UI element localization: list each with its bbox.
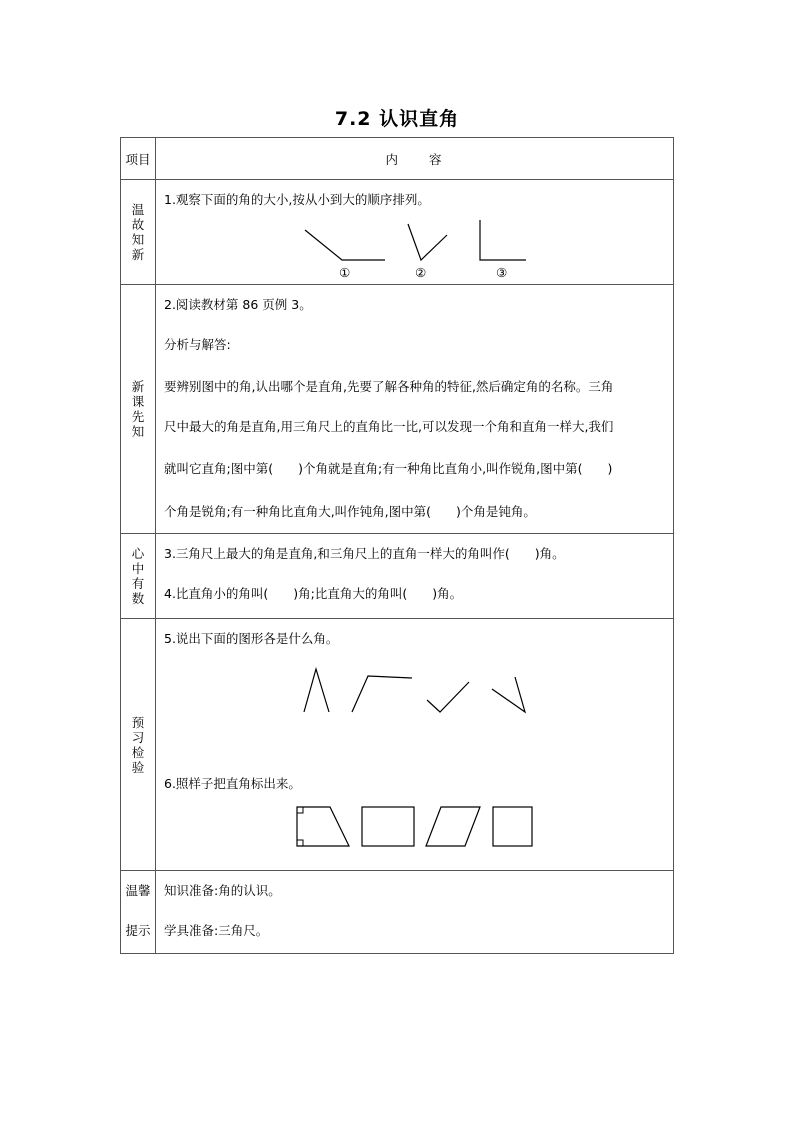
question-3: 3.三角尺上最大的角是直角,和三角尺上的直角一样大的角叫作( )角。 — [164, 546, 565, 561]
new-lesson-label: 新课先知 — [131, 379, 145, 439]
angle-label-1: ① — [339, 265, 351, 280]
review-label: 温故知新 — [131, 202, 145, 262]
analysis-line-1: 要辨别图中的角,认出哪个是直角,先要了解各种角的特征,然后确定角的名称。三角 — [164, 379, 614, 394]
q6-rectangle — [362, 807, 414, 846]
angle-label-2: ② — [415, 265, 427, 280]
analysis-heading: 分析与解答: — [164, 337, 231, 352]
check-label: 预习检验 — [131, 714, 145, 775]
question-1: 1.观察下面的角的大小,按从小到大的顺序排列。 — [164, 192, 430, 207]
angle-label-3: ③ — [496, 265, 508, 280]
analysis-line-2: 尺中最大的角是直角,用三角尺上的直角比一比,可以发现一个角和直角一样大,我们 — [164, 419, 614, 434]
q5-angle-a — [304, 669, 329, 712]
header-item: 项目 — [121, 138, 156, 180]
check-row — [121, 619, 674, 871]
tips-knowledge: 知识准备:角的认识。 — [164, 883, 281, 898]
angle-figures-q5 — [156, 619, 674, 870]
q6-trapezoid — [297, 807, 349, 846]
question-5: 5.说出下面的图形各是什么角。 — [164, 631, 339, 646]
question-4: 4.比直角小的角叫( )角;比直角大的角叫( )角。 — [164, 586, 463, 601]
q5-angle-c — [427, 682, 469, 712]
right-angle-mark-bottom — [297, 840, 303, 846]
q5-angle-d — [492, 677, 525, 712]
analysis-line-4: 个角是锐角;有一种角比直角大,叫作钝角,图中第( )个角是钝角。 — [164, 504, 536, 519]
mind-row — [121, 534, 674, 619]
tips-label-1: 温馨 — [125, 883, 151, 898]
new-lesson-row — [121, 285, 674, 534]
question-6: 6.照样子把直角标出来。 — [164, 776, 301, 791]
header-row — [121, 138, 674, 180]
page-title: 7.2 认识直角 — [334, 108, 460, 130]
question-2: 2.阅读教材第 86 页例 3。 — [164, 297, 312, 312]
worksheet-table — [120, 137, 674, 954]
analysis-line-3: 就叫它直角;图中第( )个角就是直角;有一种角比直角小,叫作锐角,图中第( ) — [164, 461, 613, 476]
angle-2-acute — [408, 224, 447, 260]
header-content: 内 容 — [156, 138, 674, 180]
angle-1-obtuse — [305, 230, 385, 260]
review-row — [121, 180, 674, 285]
mind-label: 心中有数 — [131, 546, 145, 606]
angle-3-right — [480, 220, 526, 260]
q5-angle-b — [352, 676, 412, 712]
q6-parallelogram — [426, 807, 480, 846]
tips-tools: 学具准备:三角尺。 — [164, 923, 269, 938]
right-angle-mark-top — [297, 807, 303, 813]
q6-square — [493, 807, 532, 846]
tips-row — [121, 871, 674, 954]
tips-label-2: 提示 — [125, 923, 151, 938]
